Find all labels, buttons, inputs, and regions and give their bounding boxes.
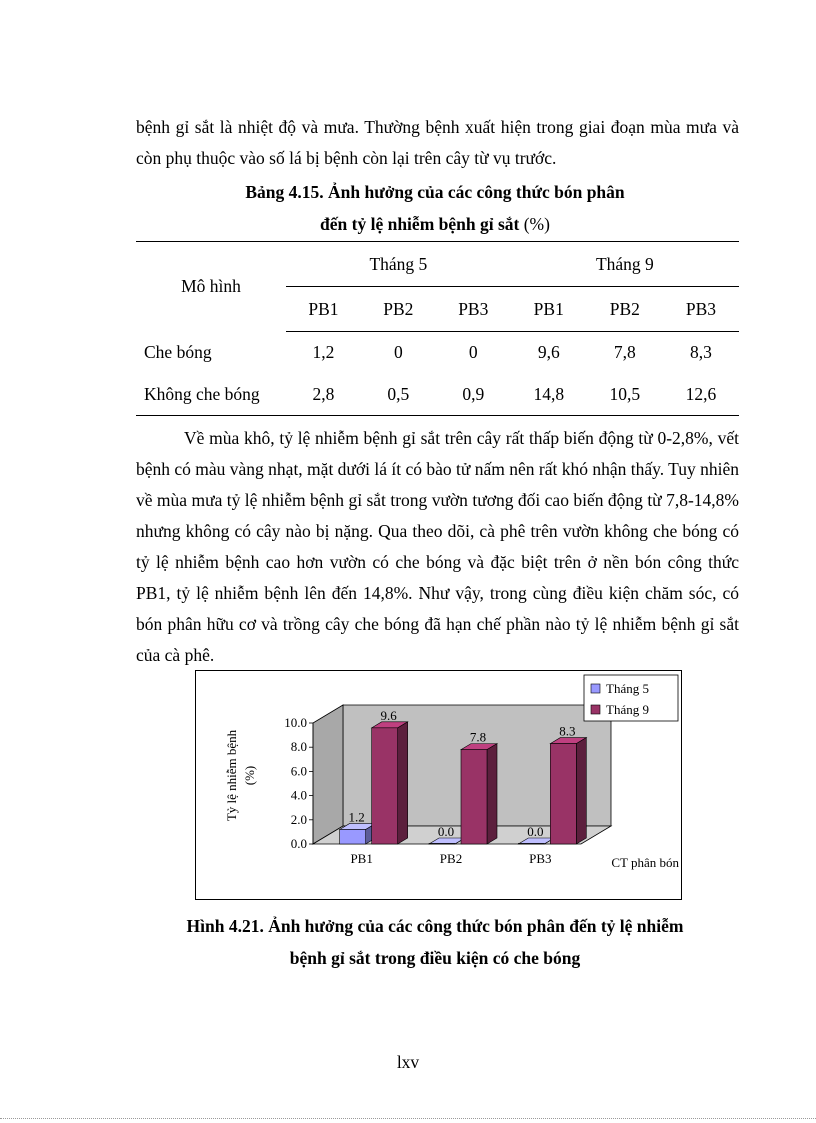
figure-caption [120, 910, 750, 974]
legend-swatch [591, 705, 600, 714]
x-tick-label: PB1 [350, 851, 373, 866]
table-row-label: Không che bóng [144, 383, 260, 404]
table-caption-line1: Bảng 4.15. Ảnh hưởng của các công thức bón phân [245, 182, 625, 202]
table-col-header: PB3 [663, 287, 739, 332]
bar [550, 744, 576, 844]
legend-label: Tháng 9 [606, 702, 649, 717]
figure-caption-line1: Hình 4.21. Ảnh hưởng của các công thức bón phân đến tỷ lệ nhiễm [186, 916, 684, 936]
y-tick-label: 8.0 [290, 739, 307, 755]
x-tick-label: PB3 [529, 851, 552, 866]
table-col-header: PB2 [361, 287, 436, 332]
discussion-paragraph: Về mùa khô, tỷ lệ nhiễm bệnh gỉ sắt trên cây rất thấp biến động từ 0-2,8%, vết bệnh có màu vàng nhạt, mặt dưới lá ít có bào tử nấm nên rất khó nhận thấy. Tuy nhiên về mùa mưa tỷ lệ nhiễm bệnh gỉ sắt trong vườn tương đối cao biến động từ 7,8-14,8% nhưng không có cây nào bị nặng. Qua theo dõi, cà phê trên vườn không che bóng có tỷ lệ nhiễm bệnh cao hơn vườn có che bóng và đặc biệt trên ở nền bón công thức PB1, tỷ lệ nhiễm bệnh lên đến 14,8%. Như vậy, trong cùng điều kiện chăm sóc, có bón phân hữu cơ và trồng cây che bóng đã hạn chế phần nào tỷ lệ nhiễm bệnh gỉ sắt của cà phê. [136, 428, 740, 665]
table-caption-line2: đến tỷ lệ nhiễm bệnh gỉ sắt [320, 214, 520, 234]
y-axis-label: Tỷ lệ nhiễm bệnh (%) [224, 729, 257, 822]
table-col-header: PB3 [436, 287, 511, 332]
table-row-header: Mô hình [181, 276, 241, 297]
bar [372, 728, 398, 844]
y-tick-label: 10.0 [284, 715, 307, 730]
legend-label: Tháng 5 [606, 681, 649, 696]
intro-paragraph: bệnh gỉ sắt là nhiệt độ và mưa. Thường bệnh xuất hiện trong giai đoạn mùa mưa và còn phụ thuộc vào số lá bị bệnh còn lại trên cây từ vụ trước. [136, 117, 739, 168]
table-cell: 0,9 [462, 383, 485, 404]
table-caption [120, 176, 750, 240]
table-cell: 0,5 [387, 383, 410, 404]
table-cell: 0 [393, 342, 403, 363]
bar-value-label: 1.2 [348, 809, 365, 825]
chart-canvas [196, 671, 681, 899]
figure-caption-line2: bệnh gỉ sắt trong điều kiện có che bóng [289, 948, 581, 968]
bar-value-label: 7.8 [469, 729, 487, 745]
bar [518, 843, 544, 844]
page-number: lxv [396, 1052, 420, 1072]
bar-side [576, 738, 586, 844]
table-row-label: Che bóng [144, 342, 212, 362]
table-cell: 2,8 [312, 383, 335, 404]
bar-value-label: 9.6 [380, 707, 397, 723]
x-axis-label: CT phân bón [611, 855, 679, 870]
bar [461, 750, 487, 844]
table-col-header: PB1 [511, 287, 587, 332]
table-cell: 14,8 [533, 383, 565, 404]
table-cell: 10,5 [609, 383, 641, 404]
bar [429, 843, 455, 844]
table-row [136, 374, 739, 416]
bar [340, 829, 366, 844]
y-tick-label: 6.0 [290, 763, 307, 779]
bar-value-label: 8.3 [559, 723, 576, 739]
infection-rate-chart [195, 670, 682, 900]
bar-value-label: 0.0 [437, 824, 455, 839]
infection-rate-table [136, 241, 739, 416]
table-col-header: PB2 [587, 287, 663, 332]
bar-side [398, 722, 408, 844]
bar-side [487, 744, 497, 844]
table-cell: 1,2 [312, 342, 335, 363]
table-row [136, 332, 739, 374]
chart-side-wall [313, 705, 343, 844]
table-group-may: Tháng 5 [286, 242, 511, 287]
y-tick-label: 4.0 [290, 787, 307, 803]
table-col-header: PB1 [286, 287, 361, 332]
table-cell: 7,8 [613, 342, 636, 363]
x-tick-label: PB2 [439, 851, 463, 866]
table-group-september: Tháng 9 [511, 242, 739, 287]
table-cell: 0 [468, 342, 478, 363]
legend-swatch [591, 684, 600, 693]
y-tick-label: 0.0 [290, 836, 307, 851]
table-cell: 9,6 [537, 342, 560, 363]
table-cell: 12,6 [685, 383, 717, 404]
table-cell: 8,3 [690, 342, 712, 363]
table-caption-unit: (%) [519, 214, 550, 234]
y-tick-label: 2.0 [290, 811, 307, 827]
page-bottom-edge [0, 1118, 816, 1119]
bar-value-label: 0.0 [527, 824, 544, 839]
